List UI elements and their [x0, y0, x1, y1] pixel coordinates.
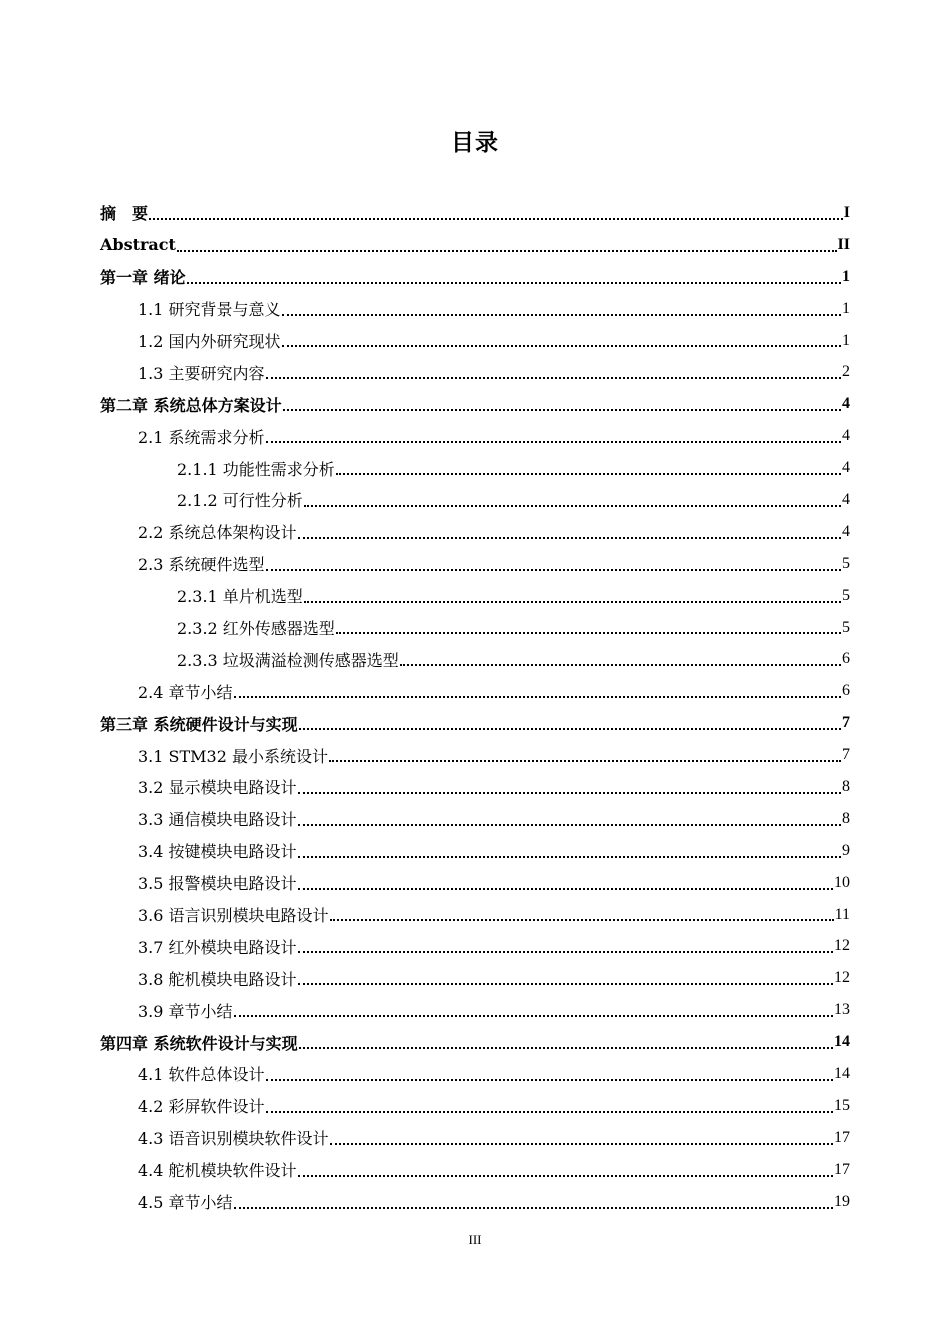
dot-leader [177, 250, 837, 252]
dot-leader [298, 1175, 833, 1177]
toc-entry-title: 4.5 章节小结 [138, 1193, 233, 1213]
toc-entry-page: 6 [842, 682, 850, 700]
toc-entry-title: 2.4 章节小结 [138, 682, 233, 702]
toc-entry[interactable] [100, 612, 850, 644]
toc-entry-title: 第二章 系统总体方案设计 [100, 395, 282, 415]
toc-entry[interactable] [100, 994, 850, 1026]
toc-entry[interactable] [100, 930, 850, 962]
toc-entry[interactable] [100, 229, 850, 261]
toc-entry-page: 1 [842, 267, 850, 285]
toc-entry[interactable] [100, 388, 850, 420]
toc-entry-title: 2.1 系统需求分析 [138, 427, 265, 447]
toc-entry-page: II [837, 235, 850, 253]
toc-entry[interactable] [100, 675, 850, 707]
toc-entry[interactable] [100, 1122, 850, 1154]
toc-entry-page: 9 [842, 841, 850, 859]
toc-entry[interactable] [100, 452, 850, 484]
toc-entry-title: 2.3.1 单片机选型 [177, 587, 303, 607]
dot-leader [298, 856, 841, 858]
toc-entry[interactable] [100, 803, 850, 835]
page-number: III [468, 1232, 482, 1247]
dot-leader [266, 377, 841, 379]
toc-entry-page: 1 [842, 331, 850, 349]
toc-entry-title: 3.6 语言识别模块电路设计 [138, 906, 329, 926]
toc-entry-page: 17 [834, 1128, 850, 1146]
dot-leader [299, 728, 841, 730]
toc-entry-title: 3.9 章节小结 [138, 1001, 233, 1021]
toc-entry-title: 2.1.1 功能性需求分析 [177, 459, 335, 479]
dot-leader [329, 760, 841, 762]
dot-leader [304, 601, 841, 603]
toc-entry-page: 4 [842, 395, 850, 413]
toc-entry-page: 4 [842, 522, 850, 540]
toc-entry-page: 14 [834, 1033, 850, 1051]
toc-entry[interactable] [100, 1058, 850, 1090]
toc-entry[interactable] [100, 325, 850, 357]
dot-leader [336, 473, 841, 475]
toc-entry-title: 1.1 研究背景与意义 [138, 300, 281, 320]
toc-entry[interactable] [100, 867, 850, 899]
dot-leader [234, 696, 841, 698]
toc-entry[interactable] [100, 707, 850, 739]
toc-entry-title: 4.2 彩屏软件设计 [138, 1097, 265, 1117]
toc-entry-page: 8 [842, 777, 850, 795]
dot-leader [187, 282, 841, 284]
toc-entry-page: 12 [834, 937, 850, 955]
toc-entry-page: 13 [834, 1001, 850, 1019]
toc-entry[interactable] [100, 771, 850, 803]
toc-entry[interactable] [100, 548, 850, 580]
toc-entry-title: 2.1.2 可行性分析 [177, 491, 303, 511]
toc-entry-page: 4 [842, 427, 850, 445]
dot-leader [282, 314, 841, 316]
toc-entry-page: 7 [842, 714, 850, 732]
toc-entry[interactable] [100, 261, 850, 293]
toc-entry[interactable] [100, 962, 850, 994]
toc-entry-page: 4 [842, 490, 850, 508]
toc-entry-title: 2.3 系统硬件选型 [138, 555, 265, 575]
toc-entry-page: 19 [834, 1192, 850, 1210]
dot-leader [336, 632, 841, 634]
toc-entry-title: 3.2 显示模块电路设计 [138, 778, 297, 798]
toc-entry-title: 1.3 主要研究内容 [138, 363, 265, 383]
toc-entry[interactable] [100, 420, 850, 452]
toc-entry-title: 2.3.3 垃圾满溢检测传感器选型 [177, 650, 399, 670]
dot-leader [266, 1111, 833, 1113]
toc-entry-page: 10 [834, 873, 850, 891]
toc-entry[interactable] [100, 197, 850, 229]
dot-leader [283, 409, 841, 411]
dot-leader [149, 218, 843, 220]
toc-entry[interactable] [100, 1026, 850, 1058]
toc-entry[interactable] [100, 293, 850, 325]
toc-entry-page: 5 [842, 618, 850, 636]
toc-entry[interactable] [100, 516, 850, 548]
toc-entry-title: 摘 要 [100, 204, 149, 224]
dot-leader [282, 345, 841, 347]
toc-entry-page: 7 [842, 746, 850, 764]
toc-title: 目录 [451, 129, 499, 156]
dot-leader [299, 1047, 833, 1049]
toc-entry-page: 17 [834, 1160, 850, 1178]
toc-entry-title: 1.2 国内外研究现状 [138, 332, 281, 351]
toc-entry[interactable] [100, 580, 850, 612]
dot-leader [234, 1207, 833, 1209]
toc-entry[interactable] [100, 739, 850, 771]
toc-entry[interactable] [100, 1090, 850, 1122]
dot-leader [298, 824, 841, 826]
toc-entry[interactable] [100, 899, 850, 931]
toc-entry-title: Abstract [100, 235, 176, 255]
dot-leader [330, 1143, 833, 1145]
dot-leader [298, 888, 833, 890]
dot-leader [304, 505, 841, 507]
toc-entry-title: 3.5 报警模块电路设计 [138, 874, 297, 894]
toc-entry-page: 12 [834, 969, 850, 987]
toc-entry-page: 11 [834, 905, 850, 923]
toc-entry-page: 5 [842, 554, 850, 572]
toc-entry-title: 第四章 系统软件设计与实现 [100, 1033, 298, 1053]
toc-entry-title: 3.3 通信模块电路设计 [138, 810, 297, 830]
toc-entry[interactable] [100, 835, 850, 867]
toc-entry-title: 第三章 系统硬件设计与实现 [100, 714, 298, 734]
toc-entry[interactable] [100, 1154, 850, 1186]
toc-entry[interactable] [100, 356, 850, 388]
toc-entry-page: 2 [842, 363, 850, 381]
dot-leader [330, 919, 834, 921]
toc-entry-title: 4.1 软件总体设计 [138, 1065, 265, 1085]
dot-leader [400, 664, 841, 666]
toc-entry-page: 1 [842, 299, 850, 317]
dot-leader [266, 569, 841, 571]
toc-entry-page: 14 [834, 1064, 850, 1082]
dot-leader [266, 441, 841, 443]
toc-entry-page: 15 [834, 1096, 850, 1114]
toc-entry-title: 3.1 STM32 最小系统设计 [138, 746, 328, 766]
toc-entry-title: 3.7 红外模块电路设计 [138, 937, 297, 957]
toc-entry[interactable] [100, 643, 850, 675]
dot-leader [298, 951, 833, 953]
toc-entry-title: 3.4 按键模块电路设计 [138, 842, 297, 862]
toc-entry-title: 4.3 语音识别模块软件设计 [138, 1129, 329, 1149]
table-of-contents [100, 197, 850, 1218]
toc-entry-page: I [843, 203, 850, 221]
toc-entry-title: 4.4 舵机模块软件设计 [138, 1161, 297, 1181]
toc-entry-page: 8 [842, 809, 850, 827]
dot-leader [234, 1015, 833, 1017]
dot-leader [298, 792, 841, 794]
dot-leader [266, 1079, 833, 1081]
dot-leader [298, 983, 833, 985]
toc-entry[interactable] [100, 1186, 850, 1218]
toc-entry-page: 6 [842, 650, 850, 668]
toc-entry-page: 5 [842, 586, 850, 604]
toc-entry-title: 3.8 舵机模块电路设计 [138, 969, 297, 989]
toc-entry[interactable] [100, 484, 850, 516]
dot-leader [298, 537, 841, 539]
toc-entry-title: 2.2 系统总体架构设计 [138, 523, 297, 543]
toc-entry-title: 2.3.2 红外传感器选型 [177, 619, 335, 639]
toc-entry-title: 第一章 绪论 [100, 268, 186, 288]
toc-entry-page: 4 [842, 459, 850, 477]
